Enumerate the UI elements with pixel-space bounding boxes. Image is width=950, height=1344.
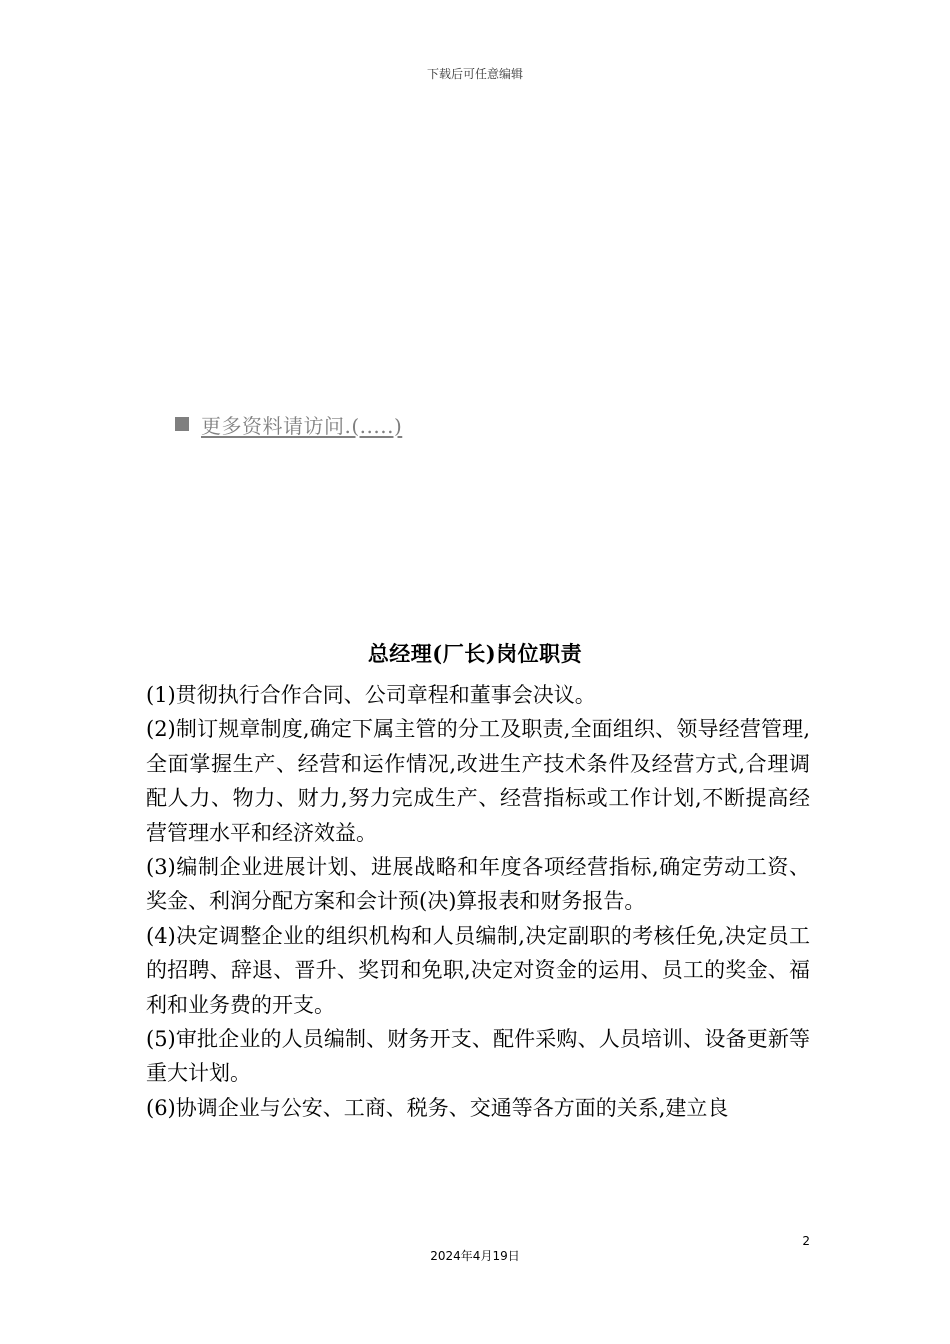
- square-bullet-icon: [175, 417, 189, 431]
- duty-paragraph-2: (2)制订规章制度,确定下属主管的分工及职责,全面组织、领导经营管理,全面掌握生产、经营和运作情况,改进生产技术条件及经营方式,合理调配人力、物力、财力,努力完成生产、经营指标或工作计划,不断提高经营管理水平和经济效益。: [146, 717, 810, 845]
- document-body: [146, 678, 810, 1125]
- page-header: 下载后可任意编辑: [426, 67, 523, 81]
- duty-paragraph-3: (3)编制企业进展计划、进展战略和年度各项经营指标,确定劳动工资、奖金、利润分配方案和会计预(决)算报表和财务报告。: [146, 855, 810, 914]
- page-number: 2: [802, 1234, 810, 1248]
- duty-paragraph-5: (5)审批企业的人员编制、财务开支、配件采购、人员培训、设备更新等重大计划。: [146, 1027, 810, 1086]
- duty-paragraph-1: (1)贯彻执行合作合同、公司章程和董事会决议。: [146, 683, 596, 707]
- document-title: 总经理(厂长)岗位职责: [367, 641, 583, 666]
- page-footer-date: 2024年4月19日: [430, 1249, 520, 1263]
- more-info-row: [175, 408, 402, 440]
- duty-paragraph-4: (4)决定调整企业的组织机构和人员编制,决定副职的考核任免,决定员工的招聘、辞退、晋升、奖罚和免职,决定对资金的运用、员工的奖金、福利和业务费的开支。: [146, 923, 810, 1017]
- duty-paragraph-6: (6)协调企业与公安、工商、税务、交通等各方面的关系,建立良: [146, 1095, 729, 1120]
- more-info-link[interactable]: 更多资料请访问.(.....): [201, 413, 403, 438]
